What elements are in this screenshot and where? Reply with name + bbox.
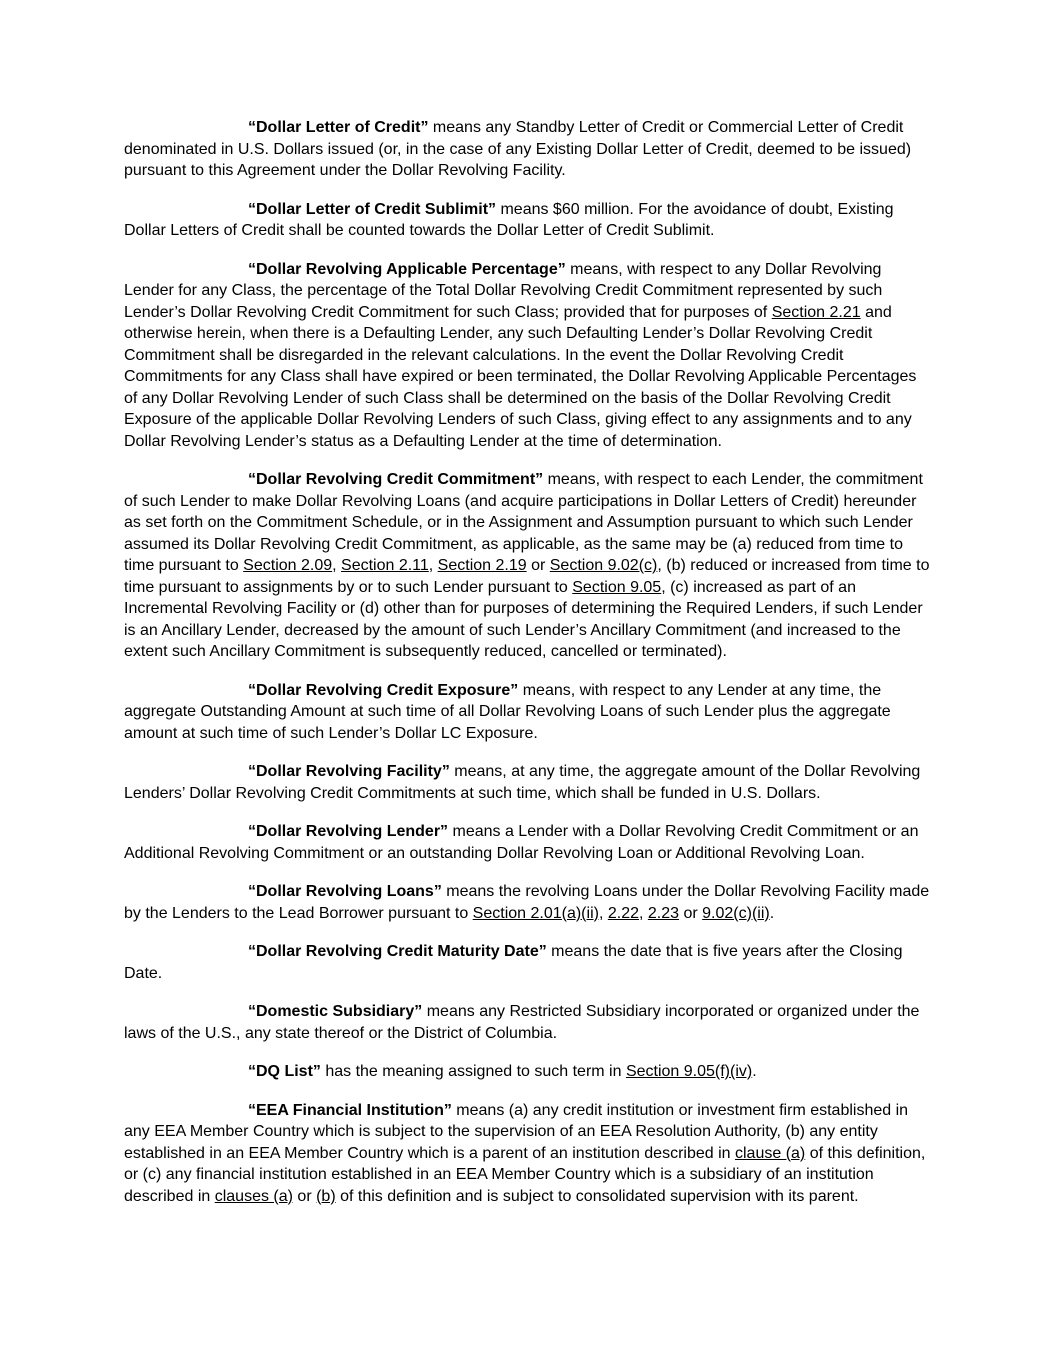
paragraph <box>124 941 932 984</box>
paragraph <box>124 680 932 745</box>
paragraph <box>124 1001 932 1044</box>
section-reference-link[interactable]: Section 9.05(f)(iv) <box>625 1063 753 1080</box>
body-text: , <box>638 904 648 922</box>
section-reference-link[interactable]: 2.23 <box>647 904 680 922</box>
defined-term: “Dollar Revolving Lender” <box>248 823 449 840</box>
section-reference-link[interactable]: (b) <box>316 1187 336 1205</box>
defined-term: “Dollar Revolving Loans” <box>248 883 442 900</box>
section-reference-link[interactable]: clause (a) <box>735 1144 806 1162</box>
paragraph <box>124 1061 932 1083</box>
defined-term: “Dollar Revolving Credit Maturity Date” <box>248 943 547 960</box>
section-reference-link[interactable]: Section 2.09 <box>243 557 333 574</box>
body-text: means the revolving Loans under the Dollar Revolving Facility made by the Lenders to the Lead Borrower pursuant to <box>124 883 930 922</box>
body-text: means a Lender with a Dollar Revolving Credit Commitment or an Additional Revolving Commitment or an outstanding Dollar Revolving Loan or Additional Revolving Loan. <box>124 823 919 862</box>
document-body <box>124 117 932 1224</box>
body-text: , <box>598 904 608 922</box>
body-text: means the date that is five years after the Closing <box>546 943 903 960</box>
body-text: . <box>769 904 775 922</box>
paragraph <box>124 469 932 663</box>
body-text: or <box>526 557 550 574</box>
body-text: has the meaning assigned to such term in <box>320 1063 626 1080</box>
section-reference-link[interactable]: 9.02(c)(ii) <box>702 904 770 922</box>
defined-term: “Dollar Revolving Applicable Percentage” <box>248 260 566 278</box>
body-text: means, with respect to any Lender at any time, the aggregate Outstanding Amount at such time of all Dollar Revolving Loans of such Lender plus the aggregate amount at such time of such Lender’s Dollar LC Exposure. <box>124 681 891 742</box>
paragraph <box>124 117 932 182</box>
body-text: Date. <box>124 964 163 982</box>
section-reference-link[interactable]: Section 9.05 <box>572 578 662 596</box>
section-reference-link[interactable]: Section 2.19 <box>437 557 527 574</box>
section-reference-link[interactable]: Section 2.01(a)(ii) <box>472 904 599 922</box>
body-text: means, at any time, the aggregate amount of the Dollar Revolving Lenders’ Dollar Revolving Credit Commitments at such time, which shall be funded in U.S. Dollars. <box>124 763 921 802</box>
section-reference-link[interactable]: Section 2.11 <box>341 557 429 574</box>
section-reference-link[interactable]: Section 2.21 <box>771 303 861 321</box>
body-text: . <box>752 1063 757 1080</box>
defined-term: “Dollar Letter of Credit” <box>248 119 429 136</box>
body-text: or <box>292 1187 317 1205</box>
paragraph <box>124 259 932 453</box>
defined-term: “Dollar Letter of Credit Sublimit” <box>248 200 497 218</box>
paragraph <box>124 199 932 242</box>
paragraph <box>124 761 932 804</box>
body-text: means (a) any credit institution or investment firm established in any EEA Member Country which is subject to the supervision of an EEA Resolution Authority, (b) any entity established in an EEA Member Country which is a parent of an institution described in <box>124 1101 909 1162</box>
section-reference-link[interactable]: Section 9.02(c) <box>549 557 658 574</box>
body-text: or <box>679 904 703 922</box>
body-text: and otherwise herein, when there is a Defaulting Lender, any such Defaulting Lender’s Dollar Revolving Credit Commitment shall be disregarded in the relevant calculations. In the event the Dollar Revolving Credit Commitments for any Class shall have expired or been terminated, the Dollar Revolving Applicable Percentages of any Dollar Revolving Lender of such Class shall be determined on the basis of the Dollar Revolving Credit Exposure of the applicable Dollar Revolving Lenders of such Class, giving effect to any assignments and to any Dollar Revolving Lender’s status as a Defaulting Lender at the time of determination. <box>124 303 917 450</box>
body-text: means, with respect to each Lender, the commitment of such Lender to make Dollar Revolving Loans (and acquire participations in Dollar Letters of Credit) hereunder as set forth on the Commitment Schedule, or in the Assignment and Assumption pursuant to which such Lender assumed its Dollar Revolving Credit Commitment, as applicable, as the same may be (a) reduced from time to time pursuant to <box>124 471 923 574</box>
body-text: , (b) reduced or increased from time to time pursuant to assignments by or to such Lender pursuant to <box>124 557 930 596</box>
paragraph <box>124 821 932 864</box>
body-text: means any Restricted Subsidiary incorporated or organized under the laws of the U.S., any state thereof or the District of Columbia. <box>124 1003 920 1042</box>
defined-term: “Dollar Revolving Facility” <box>248 763 450 780</box>
defined-term: “Domestic Subsidiary” <box>248 1003 423 1020</box>
body-text: of this definition, or (c) any financial institution established in an EEA Member Country which is a subsidiary of an institution described in <box>124 1144 926 1205</box>
body-text: means, with respect to any Dollar Revolving Lender for any Class, the percentage of the Total Dollar Revolving Credit Commitment represented by such Lender’s Dollar Revolving Credit Commitment for such Class; provided that for purposes of <box>124 260 883 321</box>
defined-term: “Dollar Revolving Credit Exposure” <box>248 681 519 699</box>
paragraph <box>124 881 932 924</box>
body-text: means any Standby Letter of Credit or Commercial Letter of Credit denominated in U.S. Dollars issued (or, in the case of any Existing Dollar Letter of Credit, deemed to be issued) pursuant to this Agreement under the Dollar Revolving Facility. <box>124 119 912 179</box>
defined-term: “EEA Financial Institution” <box>248 1101 452 1119</box>
body-text: means $60 million. For the avoidance of doubt, Existing Dollar Letters of Credit shall be counted towards the Dollar Letter of Credit Sublimit. <box>124 200 894 239</box>
body-text: , <box>332 557 342 574</box>
defined-term: “Dollar Revolving Credit Commitment” <box>248 471 544 488</box>
body-text: of this definition and is subject to consolidated supervision with its parent. <box>335 1187 859 1205</box>
section-reference-link[interactable]: 2.22 <box>607 904 639 922</box>
defined-term: “DQ List” <box>248 1063 321 1080</box>
body-text: , <box>428 557 438 574</box>
paragraph <box>124 1100 932 1208</box>
section-reference-link[interactable]: clauses (a) <box>214 1187 293 1205</box>
body-text: , (c) increased as part of an Incremental Revolving Facility or (d) other than for purposes of determining the Required Lenders, if such Lender is an Ancillary Lender, decreased by the amount of such Lender’s Ancillary Commitment (and increased to the extent such Ancillary Commitment is subsequently reduced, cancelled or terminated). <box>124 578 923 660</box>
